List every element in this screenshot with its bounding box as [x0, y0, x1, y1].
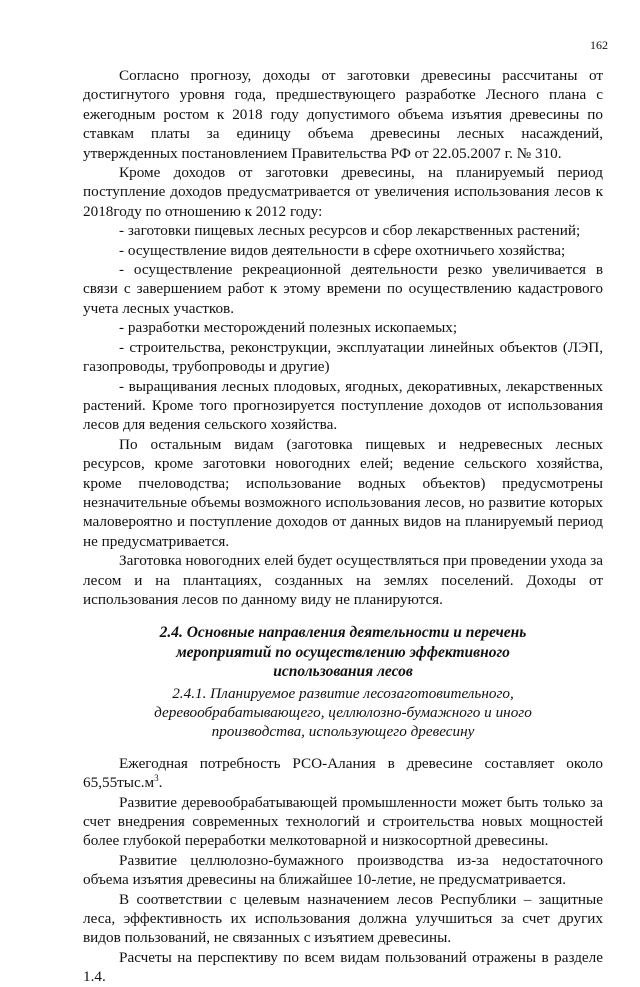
paragraph-other-types: По остальным видам (заготовка пищевых и недревесных лесных ресурсов, кроме заготовки новогодних елей; ведение сельского хозяйства, кроме пчеловодства; использование водных объектов) предусмотрены незначительные объемы возможного использования лесов, но развитие которых маловероятно и поступление доходов от данных видов на планируемый период не предусматривается.	[83, 435, 603, 550]
paragraph-income-forecast: Согласно прогнозу, доходы от заготовки древесины рассчитаны от достигнутого уровня года, предшествующего разработке Лесного плана с ежегодным ростом к 2018 году допустимого объема изъятия древесины по ставкам платы за единицу объема древесины лесных насаждений, утвержденных постановлением Правительства РФ от 22.05.2007 г. № 310.	[83, 67, 603, 162]
annual-need-unit-superscript: 3	[154, 773, 159, 784]
annual-need-end: .	[158, 774, 163, 792]
list-item-recreation: - осуществление рекреационной деятельности резко увеличивается в связи с завершением работ к этому времени по осуществлению кадастрового учета лесных участков.	[83, 261, 603, 317]
paragraph-woodworking: Развитие деревообрабатывающей промышленности может быть только за счет внедрения современных технологий и строительства новых мощностей более глубокой переработки мелкотоварной и низкосортной древесины.	[83, 793, 603, 850]
list-item-linear-objects: - строительства, реконструкции, эксплуатации линейных объектов (ЛЭП, газопроводы, трубопроводы и другие)	[83, 338, 603, 376]
list-item-plant-growing: - выращивания лесных плодовых, ягодных, декоративных, лекарственных растений. Кроме того прогнозируется поступление доходов от использования лесов для ведения сельского хозяйства.	[83, 377, 603, 434]
list-item-mining: - разработки месторождений полезных ископаемых;	[119, 319, 458, 337]
annual-need-text: Ежегодная потребность РСО-Алания в древесине составляет около 65,55тыс.м	[83, 754, 603, 792]
paragraph-other-income: Кроме доходов от заготовки древесины, на планируемый период поступление доходов предусматривается от увеличения использования лесов к 2018году по отношению к 2012 году:	[83, 164, 603, 220]
section-heading-block	[83, 623, 603, 741]
paragraph-pulp-paper: Развитие целлюлозно-бумажного производства из-за недостаточного объема изъятия древесины на ближайшее 10-летие, не предусматривается.	[83, 851, 603, 889]
list-item-food-resources: - заготовки пищевых лесных ресурсов и сбор лекарственных растений;	[119, 222, 581, 240]
list-item-hunting: - осуществление видов деятельности в сфере охотничьего хозяйства;	[119, 241, 566, 259]
page-content	[83, 66, 603, 987]
paragraph-protective-forests: В соответствии с целевым назначением лесов Республики – защитные леса, эффективность их использования должна улучшиться за счет других видов пользований, не связанных с изъятием древесины.	[83, 890, 603, 947]
paragraph-calculations-reference: Расчеты на перспективу по всем видам пользований отражены в разделе 1.4.	[83, 948, 603, 986]
page-number: 162	[590, 38, 608, 52]
section-heading: 2.4. Основные направления деятельности и перечень мероприятий по осуществлению эффективного использования лесов	[159, 624, 527, 681]
paragraph-christmas-trees: Заготовка новогодних елей будет осуществляться при проведении ухода за лесом и на плантациях, созданных на землях поселений. Доходы от использования лесов по данному виду не планируются.	[83, 552, 603, 608]
paragraph-annual-need	[83, 754, 603, 793]
subsection-heading: 2.4.1. Планируемое развитие лесозаготовительного, деревообрабатывающего, целлюлозно-бумажного и иного производства, использующего древесину	[154, 684, 532, 741]
